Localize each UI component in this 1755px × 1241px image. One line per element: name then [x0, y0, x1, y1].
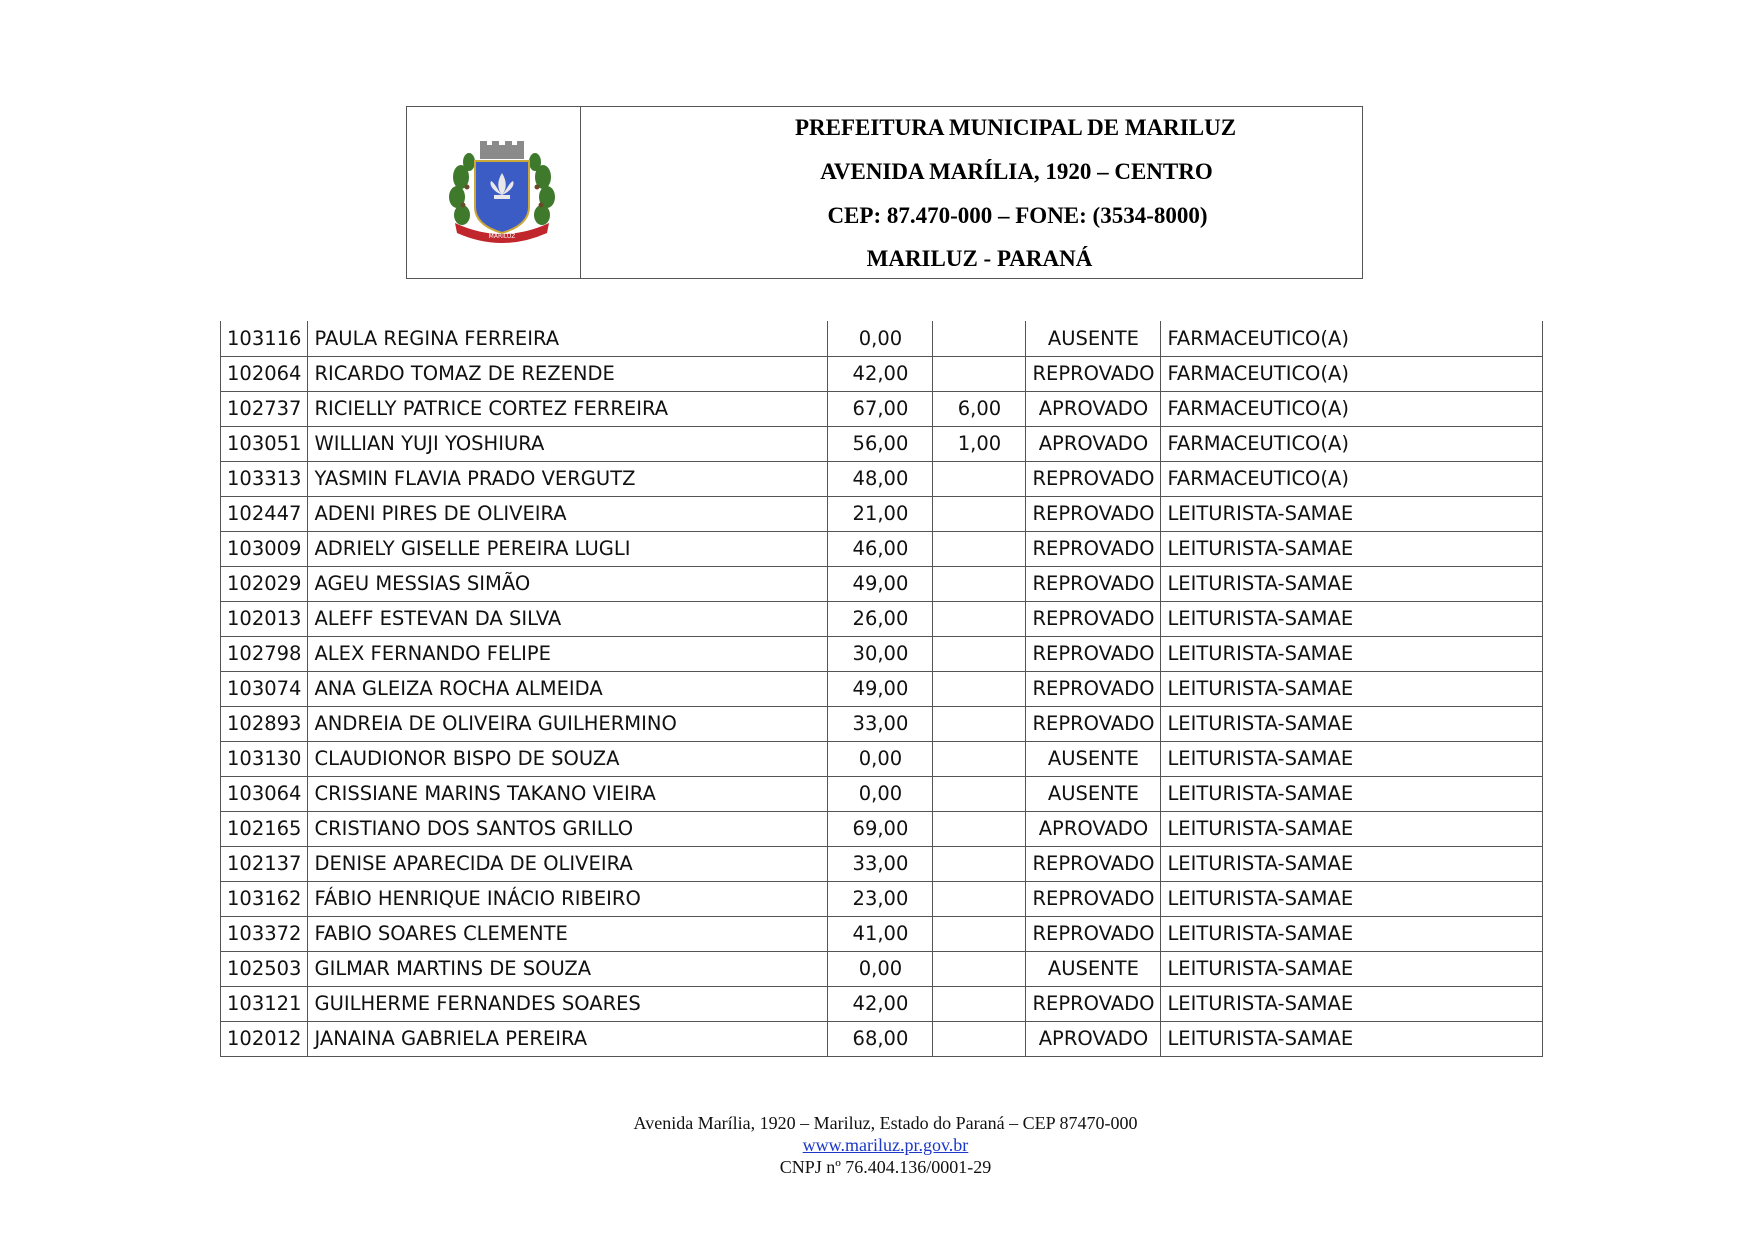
- bonus-score-cell: [933, 461, 1026, 496]
- footer-website: [8, 1135, 1755, 1156]
- results-table-body: [221, 321, 1543, 1056]
- status-cell: AUSENTE: [1026, 776, 1161, 811]
- table-row: [221, 426, 1543, 461]
- status-cell: AUSENTE: [1026, 321, 1161, 356]
- table-row: [221, 1021, 1543, 1056]
- status-cell: REPROVADO: [1026, 356, 1161, 391]
- position-cell: FARMACEUTICO(A): [1161, 461, 1543, 496]
- municipality-contact: CEP: 87.470-000 – FONE: (3534-8000): [827, 203, 1208, 228]
- bonus-score-cell: [933, 706, 1026, 741]
- candidate-name-cell: FÁBIO HENRIQUE INÁCIO RIBEIRO: [308, 881, 828, 916]
- bonus-score-cell: [933, 531, 1026, 566]
- status-cell: APROVADO: [1026, 1021, 1161, 1056]
- letterhead-text: [581, 107, 1362, 278]
- candidate-name-cell: ANA GLEIZA ROCHA ALMEIDA: [308, 671, 828, 706]
- municipality-state: MARILUZ - PARANÁ: [866, 246, 1093, 271]
- table-row: [221, 566, 1543, 601]
- score-cell: 0,00: [828, 321, 933, 356]
- candidate-id-cell: 103064: [221, 776, 308, 811]
- bonus-score-cell: [933, 356, 1026, 391]
- table-row: [221, 916, 1543, 951]
- results-table: [220, 321, 1543, 1057]
- candidate-name-cell: RICARDO TOMAZ DE REZENDE: [308, 356, 828, 391]
- footer-cnpj: CNPJ nº 76.404.136/0001-29: [779, 1157, 992, 1177]
- bonus-score-cell: [933, 986, 1026, 1021]
- score-cell: 26,00: [828, 601, 933, 636]
- municipal-crest-cell: [407, 107, 581, 278]
- score-cell: 0,00: [828, 776, 933, 811]
- candidate-name-cell: ALEFF ESTEVAN DA SILVA: [308, 601, 828, 636]
- status-cell: REPROVADO: [1026, 461, 1161, 496]
- status-cell: AUSENTE: [1026, 741, 1161, 776]
- position-cell: LEITURISTA-SAMAE: [1161, 846, 1543, 881]
- score-cell: 68,00: [828, 1021, 933, 1056]
- status-cell: APROVADO: [1026, 391, 1161, 426]
- bonus-score-cell: [933, 916, 1026, 951]
- candidate-name-cell: GILMAR MARTINS DE SOUZA: [308, 951, 828, 986]
- candidate-name-cell: JANAINA GABRIELA PEREIRA: [308, 1021, 828, 1056]
- score-cell: 41,00: [828, 916, 933, 951]
- table-row: [221, 601, 1543, 636]
- letterhead: [406, 106, 1363, 279]
- score-cell: 42,00: [828, 986, 933, 1021]
- score-cell: 46,00: [828, 531, 933, 566]
- status-cell: REPROVADO: [1026, 846, 1161, 881]
- candidate-name-cell: ADENI PIRES DE OLIVEIRA: [308, 496, 828, 531]
- candidate-name-cell: ADRIELY GISELLE PEREIRA LUGLI: [308, 531, 828, 566]
- bonus-score-cell: [933, 671, 1026, 706]
- table-row: [221, 986, 1543, 1021]
- candidate-name-cell: YASMIN FLAVIA PRADO VERGUTZ: [308, 461, 828, 496]
- candidate-id-cell: 103162: [221, 881, 308, 916]
- candidate-id-cell: 103372: [221, 916, 308, 951]
- position-cell: FARMACEUTICO(A): [1161, 321, 1543, 356]
- score-cell: 0,00: [828, 741, 933, 776]
- table-row: [221, 776, 1543, 811]
- position-cell: LEITURISTA-SAMAE: [1161, 916, 1543, 951]
- table-row: [221, 741, 1543, 776]
- score-cell: 49,00: [828, 566, 933, 601]
- score-cell: 56,00: [828, 426, 933, 461]
- status-cell: APROVADO: [1026, 811, 1161, 846]
- status-cell: REPROVADO: [1026, 881, 1161, 916]
- position-cell: FARMACEUTICO(A): [1161, 391, 1543, 426]
- position-cell: FARMACEUTICO(A): [1161, 356, 1543, 391]
- score-cell: 21,00: [828, 496, 933, 531]
- score-cell: 69,00: [828, 811, 933, 846]
- position-cell: LEITURISTA-SAMAE: [1161, 566, 1543, 601]
- table-row: [221, 321, 1543, 356]
- candidate-name-cell: PAULA REGINA FERREIRA: [308, 321, 828, 356]
- status-cell: REPROVADO: [1026, 986, 1161, 1021]
- status-cell: REPROVADO: [1026, 566, 1161, 601]
- bonus-score-cell: [933, 1021, 1026, 1056]
- bonus-score-cell: [933, 636, 1026, 671]
- candidate-id-cell: 103009: [221, 531, 308, 566]
- candidate-id-cell: 102012: [221, 1021, 308, 1056]
- table-row: [221, 881, 1543, 916]
- position-cell: LEITURISTA-SAMAE: [1161, 706, 1543, 741]
- position-cell: FARMACEUTICO(A): [1161, 426, 1543, 461]
- candidate-id-cell: 102737: [221, 391, 308, 426]
- status-cell: REPROVADO: [1026, 496, 1161, 531]
- candidate-name-cell: WILLIAN YUJI YOSHIURA: [308, 426, 828, 461]
- status-cell: REPROVADO: [1026, 671, 1161, 706]
- candidate-id-cell: 103130: [221, 741, 308, 776]
- table-row: [221, 951, 1543, 986]
- candidate-id-cell: 103116: [221, 321, 308, 356]
- website-link[interactable]: www.mariluz.pr.gov.br: [802, 1135, 969, 1155]
- score-cell: 33,00: [828, 706, 933, 741]
- candidate-name-cell: GUILHERME FERNANDES SOARES: [308, 986, 828, 1021]
- bonus-score-cell: [933, 601, 1026, 636]
- bonus-score-cell: [933, 321, 1026, 356]
- table-row: [221, 811, 1543, 846]
- score-cell: 42,00: [828, 356, 933, 391]
- position-cell: LEITURISTA-SAMAE: [1161, 1021, 1543, 1056]
- position-cell: LEITURISTA-SAMAE: [1161, 531, 1543, 566]
- status-cell: REPROVADO: [1026, 531, 1161, 566]
- candidate-name-cell: FABIO SOARES CLEMENTE: [308, 916, 828, 951]
- candidate-name-cell: ALEX FERNANDO FELIPE: [308, 636, 828, 671]
- table-row: [221, 671, 1543, 706]
- position-cell: LEITURISTA-SAMAE: [1161, 776, 1543, 811]
- position-cell: LEITURISTA-SAMAE: [1161, 741, 1543, 776]
- candidate-name-cell: DENISE APARECIDA DE OLIVEIRA: [308, 846, 828, 881]
- table-row: [221, 356, 1543, 391]
- score-cell: 67,00: [828, 391, 933, 426]
- candidate-id-cell: 103074: [221, 671, 308, 706]
- score-cell: 33,00: [828, 846, 933, 881]
- table-row: [221, 636, 1543, 671]
- municipality-name: PREFEITURA MUNICIPAL DE MARILUZ: [794, 115, 1237, 140]
- municipal-crest-icon: [447, 137, 557, 252]
- position-cell: LEITURISTA-SAMAE: [1161, 811, 1543, 846]
- footer-address: Avenida Marília, 1920 – Mariluz, Estado do Paraná – CEP 87470-000: [633, 1113, 1138, 1133]
- score-cell: 48,00: [828, 461, 933, 496]
- status-cell: AUSENTE: [1026, 951, 1161, 986]
- candidate-id-cell: 102165: [221, 811, 308, 846]
- status-cell: REPROVADO: [1026, 706, 1161, 741]
- position-cell: LEITURISTA-SAMAE: [1161, 496, 1543, 531]
- position-cell: LEITURISTA-SAMAE: [1161, 986, 1543, 1021]
- bonus-score-cell: [933, 496, 1026, 531]
- candidate-name-cell: CRISSIANE MARINS TAKANO VIEIRA: [308, 776, 828, 811]
- table-row: [221, 706, 1543, 741]
- bonus-score-cell: [933, 951, 1026, 986]
- status-cell: REPROVADO: [1026, 916, 1161, 951]
- table-row: [221, 496, 1543, 531]
- candidate-name-cell: ANDREIA DE OLIVEIRA GUILHERMINO: [308, 706, 828, 741]
- position-cell: LEITURISTA-SAMAE: [1161, 881, 1543, 916]
- candidate-name-cell: CLAUDIONOR BISPO DE SOUZA: [308, 741, 828, 776]
- candidate-name-cell: AGEU MESSIAS SIMÃO: [308, 566, 828, 601]
- table-row: [221, 461, 1543, 496]
- score-cell: 23,00: [828, 881, 933, 916]
- candidate-name-cell: CRISTIANO DOS SANTOS GRILLO: [308, 811, 828, 846]
- bonus-score-cell: [933, 741, 1026, 776]
- bonus-score-cell: 6,00: [933, 391, 1026, 426]
- status-cell: APROVADO: [1026, 426, 1161, 461]
- candidate-id-cell: 102447: [221, 496, 308, 531]
- candidate-id-cell: 102137: [221, 846, 308, 881]
- score-cell: 30,00: [828, 636, 933, 671]
- municipality-address: AVENIDA MARÍLIA, 1920 – CENTRO: [820, 159, 1213, 184]
- status-cell: REPROVADO: [1026, 636, 1161, 671]
- candidate-id-cell: 102029: [221, 566, 308, 601]
- table-row: [221, 391, 1543, 426]
- bonus-score-cell: 1,00: [933, 426, 1026, 461]
- bonus-score-cell: [933, 846, 1026, 881]
- score-cell: 49,00: [828, 671, 933, 706]
- position-cell: LEITURISTA-SAMAE: [1161, 951, 1543, 986]
- bonus-score-cell: [933, 776, 1026, 811]
- position-cell: LEITURISTA-SAMAE: [1161, 671, 1543, 706]
- table-row: [221, 846, 1543, 881]
- candidate-id-cell: 102013: [221, 601, 308, 636]
- bonus-score-cell: [933, 811, 1026, 846]
- candidate-id-cell: 103051: [221, 426, 308, 461]
- candidate-id-cell: 102798: [221, 636, 308, 671]
- candidate-id-cell: 102064: [221, 356, 308, 391]
- candidate-id-cell: 102503: [221, 951, 308, 986]
- bonus-score-cell: [933, 566, 1026, 601]
- position-cell: LEITURISTA-SAMAE: [1161, 636, 1543, 671]
- table-row: [221, 531, 1543, 566]
- position-cell: LEITURISTA-SAMAE: [1161, 601, 1543, 636]
- candidate-id-cell: 103121: [221, 986, 308, 1021]
- svg-text:MARILUZ: MARILUZ: [488, 233, 516, 240]
- candidate-name-cell: RICIELLY PATRICE CORTEZ FERREIRA: [308, 391, 828, 426]
- bonus-score-cell: [933, 881, 1026, 916]
- candidate-id-cell: 102893: [221, 706, 308, 741]
- score-cell: 0,00: [828, 951, 933, 986]
- status-cell: REPROVADO: [1026, 601, 1161, 636]
- candidate-id-cell: 103313: [221, 461, 308, 496]
